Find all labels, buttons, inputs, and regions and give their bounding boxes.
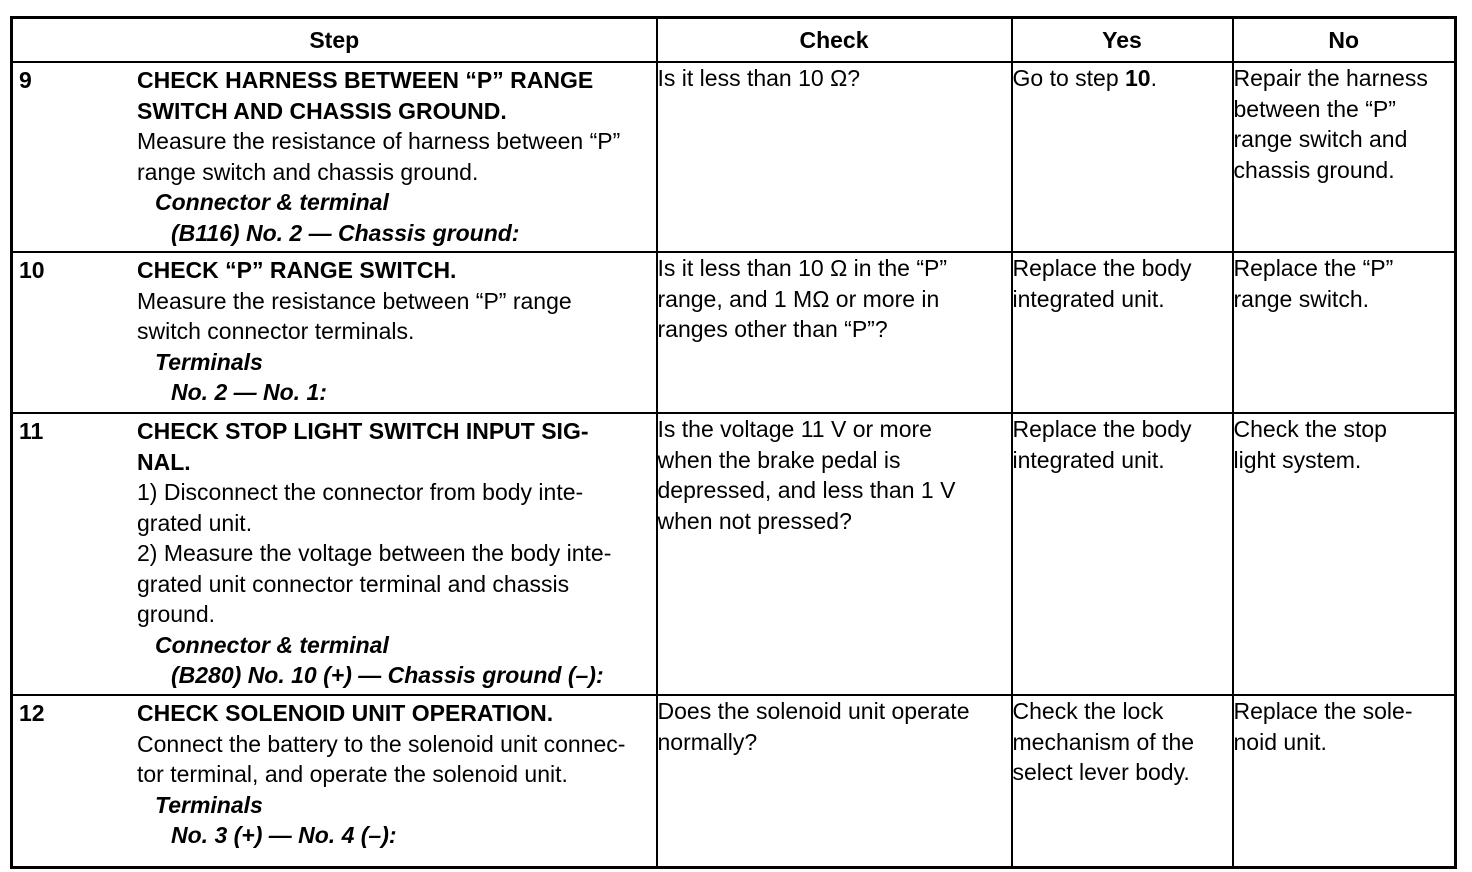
no-text: noid unit. <box>1233 728 1327 755</box>
check-text: Is it less than 10 Ω? <box>657 65 861 91</box>
yes-cell <box>1012 252 1233 413</box>
yes-text: integrated unit. <box>1012 446 1165 473</box>
check-text: depressed, and less than 1 V <box>657 477 956 503</box>
step-text: Measure the resistance between “P” range <box>137 287 572 314</box>
no-text: range switch. <box>1233 285 1370 312</box>
no-cell <box>1233 62 1456 252</box>
yes-text-prefix: Go to step <box>1012 65 1126 91</box>
check-cell <box>657 62 1012 252</box>
step-number: 10 <box>19 257 45 283</box>
step-cell <box>12 695 657 868</box>
table-row <box>12 695 1456 868</box>
check-text: normally? <box>657 728 758 755</box>
yes-cell <box>1012 413 1233 695</box>
no-text: Repair the harness <box>1233 65 1428 91</box>
step-sub-detail: (B116) No. 2 — Chassis ground: <box>171 219 520 246</box>
check-text: when the brake pedal is <box>657 446 901 473</box>
table-row <box>12 252 1456 413</box>
step-title: CHECK “P” RANGE SWITCH. <box>137 257 457 283</box>
step-text: Connect the battery to the solenoid unit connec- <box>137 730 626 757</box>
header-no: No <box>1233 18 1456 63</box>
no-text: Replace the sole- <box>1233 698 1413 724</box>
step-sub-detail: (B280) No. 10 (+) — Chassis ground (–): <box>171 662 604 688</box>
check-text: Does the solenoid unit operate <box>657 698 970 724</box>
step-title: SWITCH AND CHASSIS GROUND. <box>137 97 507 124</box>
step-text: tor terminal, and operate the solenoid unit. <box>137 761 568 787</box>
check-cell <box>657 695 1012 868</box>
step-sub-heading: Terminals <box>155 791 263 818</box>
step-text: grated unit. <box>137 509 253 536</box>
check-cell <box>657 252 1012 413</box>
yes-step-link: 10 <box>1125 65 1151 91</box>
no-text: Check the stop <box>1233 416 1387 442</box>
check-text: ranges other than “P”? <box>657 316 888 342</box>
yes-text <box>1013 63 1232 94</box>
check-text: Is it less than 10 Ω in the “P” <box>657 255 947 281</box>
step-title: NAL. <box>137 448 191 475</box>
step-sub-detail: No. 3 (+) — No. 4 (–): <box>171 822 397 848</box>
step-title: CHECK STOP LIGHT SWITCH INPUT SIG- <box>137 418 589 444</box>
no-text: chassis ground. <box>1233 156 1395 183</box>
no-cell <box>1233 252 1456 413</box>
step-number: 12 <box>19 700 45 726</box>
step-number: 9 <box>19 67 32 93</box>
step-title: CHECK SOLENOID UNIT OPERATION. <box>137 700 554 726</box>
step-text: 1) Disconnect the connector from body inte- <box>137 479 584 505</box>
step-cell <box>12 413 657 695</box>
yes-text-suffix: . <box>1150 65 1157 91</box>
step-text: ground. <box>137 601 216 627</box>
step-text: switch connector terminals. <box>137 318 415 344</box>
header-step: Step <box>12 18 657 63</box>
check-text: range, and 1 MΩ or more in <box>657 285 940 312</box>
check-text: Is the voltage 11 V or more <box>657 416 932 442</box>
no-cell <box>1233 413 1456 695</box>
step-text: range switch and chassis ground. <box>137 158 479 185</box>
step-sub-heading: Connector & terminal <box>155 631 389 658</box>
step-text: 2) Measure the voltage between the body inte- <box>137 540 612 566</box>
step-title: CHECK HARNESS BETWEEN “P” RANGE <box>137 67 594 93</box>
check-text: when not pressed? <box>657 507 852 534</box>
step-text: Measure the resistance of harness between “P” <box>137 128 621 154</box>
step-cell <box>12 62 657 252</box>
diagnostic-table <box>10 16 1457 869</box>
step-cell <box>12 252 657 413</box>
yes-text: select lever body. <box>1012 759 1190 785</box>
no-cell <box>1233 695 1456 868</box>
yes-text: integrated unit. <box>1012 285 1165 312</box>
yes-cell <box>1012 62 1233 252</box>
step-sub-detail: No. 2 — No. 1: <box>171 379 327 405</box>
yes-text: Check the lock <box>1012 698 1164 724</box>
no-text: Replace the “P” <box>1233 255 1394 281</box>
table-row <box>12 413 1456 695</box>
no-text: light system. <box>1233 446 1362 473</box>
header-yes: Yes <box>1012 18 1233 63</box>
yes-cell <box>1012 695 1233 868</box>
yes-text: Replace the body <box>1012 255 1192 281</box>
table-row <box>12 62 1456 252</box>
yes-text: Replace the body <box>1012 416 1192 442</box>
no-text: between the “P” <box>1233 95 1396 122</box>
no-text: range switch and <box>1233 126 1408 152</box>
check-cell <box>657 413 1012 695</box>
step-sub-heading: Terminals <box>155 348 263 375</box>
step-number: 11 <box>19 418 44 444</box>
header-row <box>12 18 1456 63</box>
header-check: Check <box>657 18 1012 63</box>
step-sub-heading: Connector & terminal <box>155 189 389 215</box>
yes-text: mechanism of the <box>1012 728 1195 755</box>
step-text: grated unit connector terminal and chassis <box>137 570 570 597</box>
